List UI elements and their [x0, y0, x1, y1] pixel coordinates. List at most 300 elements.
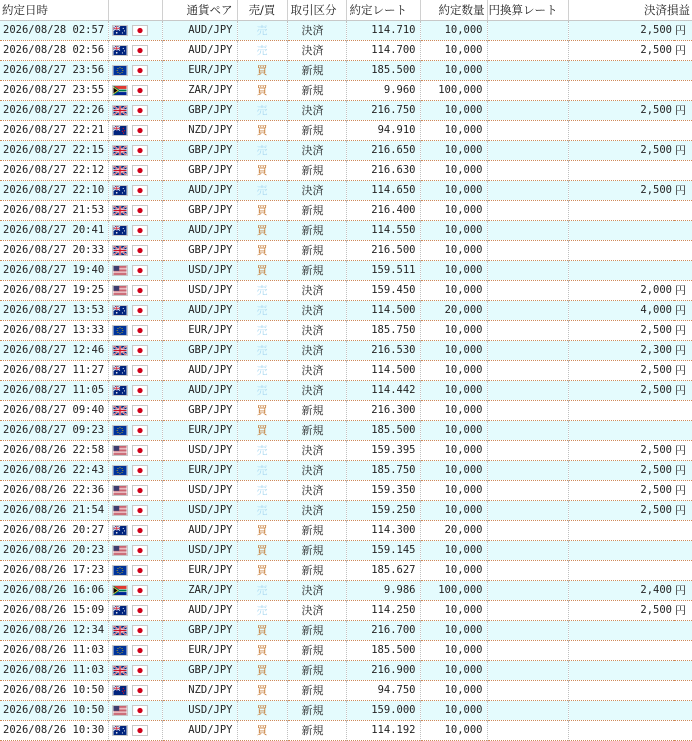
trade-side: 買 — [237, 121, 287, 141]
trade-kind: 決済 — [287, 141, 346, 161]
trade-datetime: 2026/08/27 22:12 — [0, 161, 108, 181]
currency-pair: AUD/JPY — [162, 601, 237, 621]
trade-side: 売 — [237, 441, 287, 461]
trade-side: 売 — [237, 21, 287, 41]
trade-datetime: 2026/08/26 22:43 — [0, 461, 108, 481]
execution-quantity: 10,000 — [420, 201, 487, 221]
table-row[interactable] — [0, 681, 692, 701]
currency-flags — [108, 481, 162, 501]
trade-kind: 新規 — [287, 541, 346, 561]
japan-flag-icon — [132, 105, 148, 116]
trade-side: 買 — [237, 161, 287, 181]
japan-flag-icon — [132, 25, 148, 36]
trade-side: 売 — [237, 101, 287, 121]
currency-flags — [108, 41, 162, 61]
yen-conversion-rate — [487, 641, 568, 661]
execution-rate: 216.400 — [346, 201, 420, 221]
currency-flags — [108, 201, 162, 221]
settlement-pl: 2,500 — [640, 44, 672, 56]
execution-quantity: 10,000 — [420, 441, 487, 461]
table-row[interactable] — [0, 41, 692, 61]
currency-pair: GBP/JPY — [162, 161, 237, 181]
currency-flags — [108, 441, 162, 461]
usa-flag-icon — [112, 445, 128, 456]
trade-rows — [0, 21, 692, 741]
trade-kind: 新規 — [287, 241, 346, 261]
japan-flag-icon — [132, 365, 148, 376]
trade-kind: 新規 — [287, 701, 346, 721]
execution-quantity: 10,000 — [420, 461, 487, 481]
trade-datetime: 2026/08/27 13:33 — [0, 321, 108, 341]
execution-quantity: 10,000 — [420, 101, 487, 121]
trade-kind: 新規 — [287, 61, 346, 81]
execution-quantity: 10,000 — [420, 421, 487, 441]
execution-quantity: 20,000 — [420, 521, 487, 541]
yen-conversion-rate — [487, 121, 568, 141]
currency-pair: AUD/JPY — [162, 181, 237, 201]
execution-quantity: 100,000 — [420, 81, 487, 101]
table-row[interactable] — [0, 481, 692, 501]
pl-currency-unit — [674, 701, 692, 721]
usa-flag-icon — [112, 545, 128, 556]
trade-side: 買 — [237, 661, 287, 681]
table-row[interactable] — [0, 641, 692, 661]
execution-rate: 159.450 — [346, 281, 420, 301]
pl-currency-unit: 円 — [674, 501, 692, 521]
yen-conversion-rate — [487, 61, 568, 81]
execution-rate: 185.500 — [346, 421, 420, 441]
trade-kind: 決済 — [287, 21, 346, 41]
trade-datetime: 2026/08/27 22:26 — [0, 101, 108, 121]
uk-flag-icon — [112, 665, 128, 676]
execution-quantity: 10,000 — [420, 481, 487, 501]
table-row[interactable] — [0, 181, 692, 201]
execution-rate: 159.145 — [346, 541, 420, 561]
australia-flag-icon — [112, 45, 128, 56]
currency-pair: USD/JPY — [162, 481, 237, 501]
trade-side: 売 — [237, 141, 287, 161]
settlement-pl — [568, 681, 674, 701]
trade-datetime: 2026/08/26 22:58 — [0, 441, 108, 461]
execution-rate: 185.500 — [346, 641, 420, 661]
pl-currency-unit — [674, 521, 692, 541]
settlement-pl: 2,000 — [640, 284, 672, 296]
japan-flag-icon — [132, 285, 148, 296]
settlement-pl — [568, 61, 674, 81]
trade-side: 買 — [237, 221, 287, 241]
table-row[interactable] — [0, 241, 692, 261]
japan-flag-icon — [132, 165, 148, 176]
currency-pair: USD/JPY — [162, 541, 237, 561]
usa-flag-icon — [112, 505, 128, 516]
currency-pair: USD/JPY — [162, 261, 237, 281]
pl-currency-unit: 円 — [674, 21, 692, 41]
trade-kind: 新規 — [287, 81, 346, 101]
yen-conversion-rate — [487, 601, 568, 621]
table-row[interactable] — [0, 621, 692, 641]
execution-rate: 114.500 — [346, 361, 420, 381]
trade-side: 買 — [237, 81, 287, 101]
table-row[interactable] — [0, 661, 692, 681]
trade-kind: 新規 — [287, 261, 346, 281]
uk-flag-icon — [112, 405, 128, 416]
table-row[interactable] — [0, 721, 692, 741]
japan-flag-icon — [132, 725, 148, 736]
trade-side: 買 — [237, 401, 287, 421]
trade-side: 買 — [237, 681, 287, 701]
currency-pair: EUR/JPY — [162, 561, 237, 581]
trade-datetime: 2026/08/28 02:56 — [0, 41, 108, 61]
table-row[interactable] — [0, 501, 692, 521]
table-row[interactable] — [0, 521, 692, 541]
currency-flags — [108, 21, 162, 41]
yen-conversion-rate — [487, 81, 568, 101]
trade-kind: 決済 — [287, 601, 346, 621]
settlement-pl — [568, 701, 674, 721]
japan-flag-icon — [132, 405, 148, 416]
table-row[interactable] — [0, 361, 692, 381]
settlement-pl: 2,500 — [568, 141, 674, 161]
currency-flags — [108, 261, 162, 281]
trade-kind: 新規 — [287, 401, 346, 421]
yen-conversion-rate — [487, 141, 568, 161]
trade-datetime: 2026/08/26 21:54 — [0, 501, 108, 521]
currency-pair: GBP/JPY — [162, 621, 237, 641]
currency-pair: EUR/JPY — [162, 61, 237, 81]
trade-side: 売 — [237, 301, 287, 321]
trade-kind: 新規 — [287, 621, 346, 641]
japan-flag-icon — [132, 545, 148, 556]
yen-conversion-rate — [487, 481, 568, 501]
currency-flags — [108, 361, 162, 381]
execution-quantity: 10,000 — [420, 241, 487, 261]
yen-conversion-rate — [487, 561, 568, 581]
execution-rate: 216.700 — [346, 621, 420, 641]
execution-rate: 114.442 — [346, 381, 420, 401]
execution-quantity: 10,000 — [420, 641, 487, 661]
settlement-pl — [568, 81, 674, 101]
uk-flag-icon — [112, 345, 128, 356]
currency-flags — [108, 301, 162, 321]
currency-pair: GBP/JPY — [162, 661, 237, 681]
execution-rate: 216.530 — [346, 341, 420, 361]
currency-flags — [108, 141, 162, 161]
yen-conversion-rate — [487, 581, 568, 601]
table-row[interactable] — [0, 161, 692, 181]
col-header-qty[interactable]: 約定数量 — [420, 0, 487, 21]
japan-flag-icon — [132, 625, 148, 636]
trade-kind: 新規 — [287, 121, 346, 141]
pl-currency-unit — [674, 561, 692, 581]
table-row[interactable] — [0, 201, 692, 221]
execution-rate: 185.500 — [346, 61, 420, 81]
table-row[interactable] — [0, 461, 692, 481]
trade-datetime: 2026/08/27 19:25 — [0, 281, 108, 301]
col-header-pair[interactable]: 通貨ペア — [162, 0, 237, 21]
pl-currency-unit: 円 — [674, 581, 692, 601]
table-row[interactable] — [0, 421, 692, 441]
currency-pair: USD/JPY — [162, 701, 237, 721]
table-row[interactable] — [0, 441, 692, 461]
pl-currency-unit — [674, 201, 692, 221]
execution-rate: 114.500 — [346, 301, 420, 321]
execution-rate: 185.750 — [346, 321, 420, 341]
yen-conversion-rate — [487, 201, 568, 221]
table-row[interactable] — [0, 321, 692, 341]
pl-currency-unit — [674, 661, 692, 681]
settlement-pl — [568, 421, 674, 441]
japan-flag-icon — [132, 225, 148, 236]
table-row[interactable] — [0, 81, 692, 101]
settlement-pl: 2,500 — [568, 501, 674, 521]
pl-currency-unit — [674, 681, 692, 701]
yen-conversion-rate — [487, 541, 568, 561]
trade-side: 売 — [237, 501, 287, 521]
execution-quantity: 10,000 — [420, 541, 487, 561]
australia-flag-icon — [112, 525, 128, 536]
uk-flag-icon — [112, 105, 128, 116]
trade-datetime: 2026/08/26 11:03 — [0, 661, 108, 681]
trade-datetime: 2026/08/27 22:10 — [0, 181, 108, 201]
uk-flag-icon — [112, 165, 128, 176]
pl-currency-unit — [674, 161, 692, 181]
table-row[interactable] — [0, 261, 692, 281]
header-row — [0, 0, 692, 21]
currency-pair: GBP/JPY — [162, 401, 237, 421]
yen-conversion-rate — [487, 701, 568, 721]
currency-pair: AUD/JPY — [162, 21, 237, 41]
col-header-flags — [108, 0, 162, 21]
uk-flag-icon — [112, 625, 128, 636]
trade-side: 売 — [237, 321, 287, 341]
yen-conversion-rate — [487, 181, 568, 201]
japan-flag-icon — [132, 705, 148, 716]
japan-flag-icon — [132, 65, 148, 76]
trade-side: 売 — [237, 381, 287, 401]
australia-flag-icon — [112, 185, 128, 196]
australia-flag-icon — [112, 605, 128, 616]
trade-datetime: 2026/08/26 15:09 — [0, 601, 108, 621]
south-africa-flag-icon — [112, 85, 128, 96]
table-row[interactable] — [0, 61, 692, 81]
new-zealand-flag-icon — [112, 685, 128, 696]
new-zealand-flag-icon — [112, 125, 128, 136]
settlement-pl: 2,500 — [640, 484, 672, 496]
pl-currency-unit — [674, 721, 692, 741]
pl-currency-unit: 円 — [674, 301, 692, 321]
yen-conversion-rate — [487, 501, 568, 521]
trade-kind: 決済 — [287, 381, 346, 401]
pl-currency-unit: 円 — [674, 181, 692, 201]
trade-datetime: 2026/08/27 11:27 — [0, 361, 108, 381]
col-header-pl[interactable]: 決済損益 — [568, 0, 692, 21]
execution-rate: 114.550 — [346, 221, 420, 241]
pl-currency-unit: 円 — [675, 444, 686, 457]
trade-side: 買 — [237, 621, 287, 641]
execution-rate: 216.300 — [346, 401, 420, 421]
yen-conversion-rate — [487, 221, 568, 241]
trade-datetime: 2026/08/26 17:23 — [0, 561, 108, 581]
settlement-pl: 2,500 — [568, 21, 674, 41]
trade-kind: 決済 — [287, 481, 346, 501]
trade-side: 買 — [237, 261, 287, 281]
currency-flags — [108, 341, 162, 361]
currency-pair: USD/JPY — [162, 441, 237, 461]
trade-datetime: 2026/08/26 20:27 — [0, 521, 108, 541]
settlement-pl: 4,000 — [568, 301, 674, 321]
trade-kind: 決済 — [287, 301, 346, 321]
settlement-pl: 2,500 — [568, 181, 674, 201]
col-header-kind[interactable]: 取引区分 — [287, 0, 346, 21]
trade-side: 売 — [237, 41, 287, 61]
usa-flag-icon — [112, 265, 128, 276]
col-header-datetime[interactable]: 約定日時 — [0, 0, 108, 21]
trade-datetime: 2026/08/27 23:55 — [0, 81, 108, 101]
currency-flags — [108, 421, 162, 441]
execution-quantity: 10,000 — [420, 721, 487, 741]
yen-conversion-rate — [487, 281, 568, 301]
trade-kind: 決済 — [287, 461, 346, 481]
trade-kind: 新規 — [287, 201, 346, 221]
japan-flag-icon — [132, 445, 148, 456]
japan-flag-icon — [132, 325, 148, 336]
execution-rate: 159.250 — [346, 501, 420, 521]
table-row[interactable] — [0, 301, 692, 321]
currency-flags — [108, 561, 162, 581]
pl-currency-unit: 円 — [674, 341, 692, 361]
execution-rate: 216.500 — [346, 241, 420, 261]
currency-flags — [108, 181, 162, 201]
table-row[interactable] — [0, 221, 692, 241]
table-row[interactable] — [0, 341, 692, 361]
yen-conversion-rate — [487, 661, 568, 681]
pl-currency-unit — [674, 421, 692, 441]
trade-side: 売 — [237, 361, 287, 381]
execution-quantity: 10,000 — [420, 401, 487, 421]
execution-rate: 114.250 — [346, 601, 420, 621]
japan-flag-icon — [132, 685, 148, 696]
settlement-pl — [568, 261, 674, 281]
eu-flag-icon — [112, 565, 128, 576]
trade-kind: 決済 — [287, 281, 346, 301]
settlement-pl: 2,500 — [568, 461, 674, 481]
col-header-yen-rate[interactable]: 円換算レート — [487, 0, 568, 21]
execution-quantity: 10,000 — [420, 681, 487, 701]
currency-pair: AUD/JPY — [162, 221, 237, 241]
trade-side: 売 — [237, 601, 287, 621]
trade-kind: 決済 — [287, 581, 346, 601]
pl-currency-unit: 円 — [675, 484, 686, 497]
japan-flag-icon — [132, 585, 148, 596]
currency-pair: NZD/JPY — [162, 121, 237, 141]
yen-conversion-rate — [487, 721, 568, 741]
execution-quantity: 10,000 — [420, 281, 487, 301]
currency-flags — [108, 681, 162, 701]
table-row[interactable] — [0, 21, 692, 41]
australia-flag-icon — [112, 25, 128, 36]
pl-currency-unit — [674, 81, 692, 101]
table-row[interactable] — [0, 561, 692, 581]
currency-pair: ZAR/JPY — [162, 581, 237, 601]
currency-flags — [108, 401, 162, 421]
table-row[interactable] — [0, 141, 692, 161]
trade-kind: 決済 — [287, 181, 346, 201]
trade-datetime: 2026/08/26 20:23 — [0, 541, 108, 561]
execution-rate: 114.650 — [346, 181, 420, 201]
table-row[interactable] — [0, 581, 692, 601]
settlement-pl — [568, 541, 674, 561]
pl-currency-unit: 円 — [675, 324, 686, 337]
settlement-pl — [568, 121, 674, 141]
trade-datetime: 2026/08/26 22:36 — [0, 481, 108, 501]
pl-currency-unit: 円 — [674, 141, 692, 161]
table-row[interactable] — [0, 121, 692, 141]
execution-rate: 185.750 — [346, 461, 420, 481]
table-row[interactable] — [0, 601, 692, 621]
australia-flag-icon — [112, 305, 128, 316]
japan-flag-icon — [132, 505, 148, 516]
execution-rate: 114.710 — [346, 21, 420, 41]
settlement-pl — [568, 161, 674, 181]
trade-datetime: 2026/08/27 12:46 — [0, 341, 108, 361]
execution-rate: 185.627 — [346, 561, 420, 581]
execution-quantity: 10,000 — [420, 501, 487, 521]
table-row[interactable] — [0, 101, 692, 121]
table-row[interactable] — [0, 701, 692, 721]
currency-flags — [108, 161, 162, 181]
execution-quantity: 10,000 — [420, 141, 487, 161]
table-row[interactable] — [0, 541, 692, 561]
execution-rate: 94.910 — [346, 121, 420, 141]
currency-pair: AUD/JPY — [162, 361, 237, 381]
execution-quantity: 10,000 — [420, 601, 487, 621]
execution-quantity: 10,000 — [420, 161, 487, 181]
col-header-side[interactable]: 売/買 — [237, 0, 287, 21]
settlement-pl — [568, 561, 674, 581]
execution-rate: 159.395 — [346, 441, 420, 461]
trade-side: 買 — [237, 561, 287, 581]
execution-quantity: 10,000 — [420, 121, 487, 141]
trade-side: 売 — [237, 181, 287, 201]
currency-flags — [108, 621, 162, 641]
execution-rate: 216.650 — [346, 141, 420, 161]
japan-flag-icon — [132, 385, 148, 396]
pl-currency-unit: 円 — [675, 284, 686, 297]
execution-quantity: 10,000 — [420, 181, 487, 201]
trade-kind: 新規 — [287, 161, 346, 181]
execution-rate: 114.192 — [346, 721, 420, 741]
execution-rate: 159.000 — [346, 701, 420, 721]
yen-conversion-rate — [487, 461, 568, 481]
australia-flag-icon — [112, 225, 128, 236]
currency-flags — [108, 121, 162, 141]
trade-datetime: 2026/08/27 22:15 — [0, 141, 108, 161]
trade-datetime: 2026/08/26 10:50 — [0, 701, 108, 721]
uk-flag-icon — [112, 205, 128, 216]
japan-flag-icon — [132, 125, 148, 136]
currency-pair: GBP/JPY — [162, 141, 237, 161]
trade-side: 売 — [237, 341, 287, 361]
pl-currency-unit: 円 — [675, 364, 686, 377]
table-row[interactable] — [0, 381, 692, 401]
trade-side: 買 — [237, 641, 287, 661]
settlement-pl — [568, 201, 674, 221]
yen-conversion-rate — [487, 621, 568, 641]
currency-pair: AUD/JPY — [162, 41, 237, 61]
table-row[interactable] — [0, 281, 692, 301]
col-header-rate[interactable]: 約定レート — [346, 0, 420, 21]
table-row[interactable] — [0, 401, 692, 421]
